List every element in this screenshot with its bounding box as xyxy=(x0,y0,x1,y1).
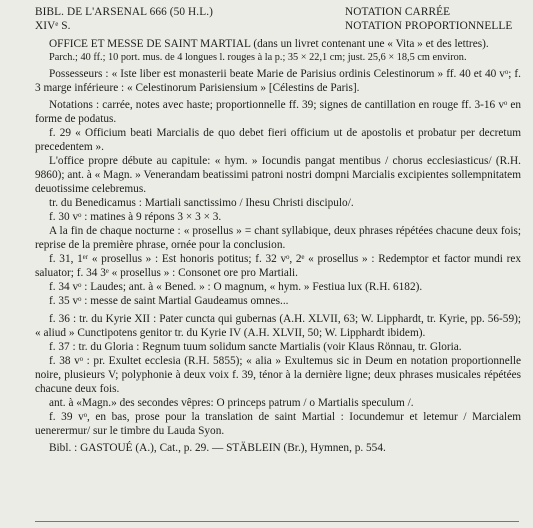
office-chapter: L'office propre débute au capitule: « hym. » Iocundis pangat mentibus / chorus ecclesiasticus/ (R.H. 9860); ant. à « Magn. » Venerandam beatissimi patroni nostri dompni Marcialis excipientes sollempnitatem deuotissime celebremus. xyxy=(35,155,521,195)
title-paragraph: OFFICE ET MESSE DE SAINT MARTIAL (dans un livret contenant une « Vita » et des lettres). xyxy=(49,38,489,50)
bibliography: Bibl. : GASTOUÉ (A.), Cat., p. 29. — STÄBLEIN (Br.), Hymnen, p. 554. xyxy=(49,442,386,454)
library-shelfmark: BIBL. DE L'ARSENAL 666 (50 H.L.) xyxy=(35,6,214,18)
mass: f. 35 vᵒ : messe de saint Martial Gaudeamus omnes... xyxy=(49,295,289,307)
bottom-rule xyxy=(35,521,519,522)
matins: f. 30 vᵒ : matines à 9 répons 3 × 3 × 3. xyxy=(49,211,222,223)
header-right xyxy=(345,5,523,33)
notation-type-2: NOTATION PROPORTIONNELLE xyxy=(345,20,513,32)
header-left xyxy=(35,5,213,33)
possessors: Possesseurs : « Iste liber est monasterii beate Marie de Parisius ordinis Celestinorum » ff. 40 et 40 vᵒ; f. 3 marge inférieure : « Celestinorum Parisiensium » [Célestins de Paris]. xyxy=(35,68,521,94)
prosellus-description: A la fin de chaque nocturne : « prosellus » = chant syllabique, deux phrases répétées chacune deux fois; reprise de la première phrase, ornée pour la conclusion. xyxy=(35,225,521,251)
kyrie-tropes: f. 36 : tr. du Kyrie XII : Pater cuncta qui gubernas (A.H. XLVII, 63; W. Lipphardt, tr. Kyrie, pp. 56-59); « aliud » Cunctipotens genitor tr. du Kyrie IV (A.H. XLVII, 50; W. Lipphardt ibidem). xyxy=(35,313,521,339)
gloria-trope: f. 37 : tr. du Gloria : Regnum tuum solidum sancte Martialis (voir Klaus Rönnau, tr. Gloria. xyxy=(49,341,462,353)
proses: f. 38 vᵒ : pr. Exultet ecclesia (R.H. 5855); « alia » Exultemus sic in Deum en notation proportionnelle noire, plusieurs V; polyphonie à deux voix f. 39, ténor à la dernière ligne; deux phrases musicales répétées chacune deux fois. xyxy=(35,355,521,395)
lauds: f. 34 vᵒ : Laudes; ant. à « Bened. » : O magnum, « hym. » Festiua lux (R.H. 6182). xyxy=(49,281,423,293)
translation-prose: f. 39 vᵒ, en bas, prose pour la translation de saint Martial : Iocundemur et letemur / Marcialem uenerermur/ sur le timbre du Lauda Syon. xyxy=(35,411,521,437)
notation-type-1: NOTATION CARRÉE xyxy=(345,6,451,18)
entry-header xyxy=(35,5,521,33)
office-rubric: f. 29 « Officium beati Marcialis de quo debet fieri officium ut de apostolis et probatur per decretum precedentem ». xyxy=(35,127,521,153)
magnificat-antiphon: ant. à «Magn.» des secondes vêpres: O princeps patrum / o Martialis speculum /. xyxy=(49,397,414,409)
benedicamus-trope: tr. du Benedicamus : Martiali sanctissimo / Ihesu Christi discipulo/. xyxy=(49,197,354,209)
physical-description: Parch.; 40 ff.; 10 port. mus. de 4 longues l. rouges à la p.; 35 × 22,1 cm; just. 25,6 × 18,5 cm environ. xyxy=(49,52,467,63)
century: XIVᵉ S. xyxy=(35,20,71,32)
prosellus-list: f. 31, 1ᵉʳ « prosellus » : Est honoris potitus; f. 32 vᵒ, 2ᵉ « prosellus » : Redemptor et factor mundi rex saluator; f. 34 3ᵉ « prosellus » : Consonet ore pro Martiali. xyxy=(35,253,521,279)
notations: Notations : carrée, notes avec haste; proportionnelle ff. 39; signes de cantillation en rouge ff. 3-16 vᵒ en forme de podatus. xyxy=(35,99,521,125)
